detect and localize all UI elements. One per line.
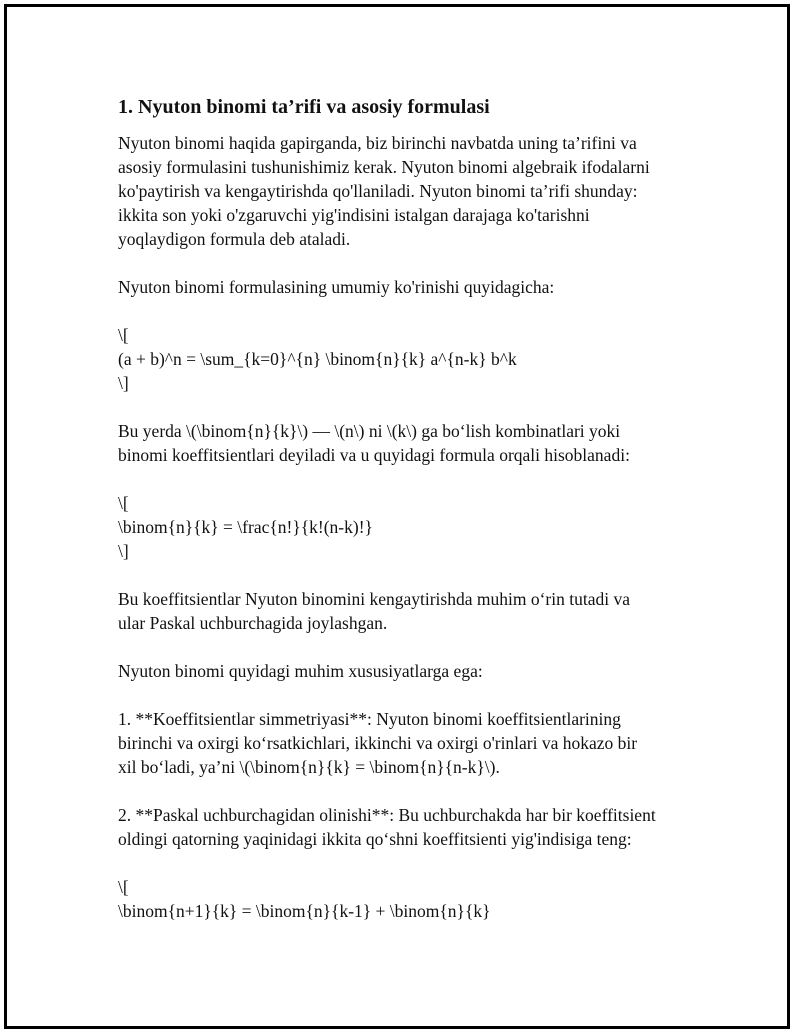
formula-binomial-coefficient [118, 491, 698, 563]
paragraph-pascal: Bu koeffitsientlar Nyuton binomini kengaytirishda muhim o‘rin tutadi va ular Paskal uchburchagida joylashgan. [118, 589, 630, 633]
document-body [118, 95, 698, 947]
formula-pascal-rule [118, 875, 698, 923]
formula-open-delimiter: \[ [118, 493, 129, 513]
paragraph-coefficients: Bu yerda \(\binom{n}{k}\) — \(n\) ni \(k\) ga bo‘lish kombinatlari yoki binomi koeffitsientlari deyiladi va u quyidagi formula orqali hisoblanadi: [118, 421, 630, 465]
paragraph-definition: Nyuton binomi haqida gapirganda, biz birinchi navbatda uning ta’rifini va asosiy formulasini tushunishimiz kerak. Nyuton binomi algebraik ifodalarni ko'paytirish va kengaytirishda qo'llaniladi. Nyuton binomi ta’rifi shunday: ikkita son yoki o'zgaruvchi yig'indisini istalgan darajaga ko'tarishni yoqlaydigon formula deb ataladi. [118, 133, 650, 249]
formula-body: \binom{n}{k} = \frac{n!}{k!(n-k)!} [118, 517, 373, 537]
paragraph-formula-intro: Nyuton binomi formulasining umumiy ko'rinishi quyidagicha: [118, 277, 555, 297]
formula-close-delimiter: \] [118, 541, 129, 561]
formula-open-delimiter: \[ [118, 325, 129, 345]
formula-body: (a + b)^n = \sum_{k=0}^{n} \binom{n}{k} a^{n-k} b^k [118, 349, 517, 369]
formula-open-delimiter: \[ [118, 877, 129, 897]
list-item-pascal-triangle: 2. **Paskal uchburchagidan olinishi**: Bu uchburchakda har bir koeffitsient oldingi qatorning yaqinidagi ikkita qo‘shni koeffitsienti yig'indisiga teng: [118, 805, 656, 849]
list-item-symmetry: 1. **Koeffitsientlar simmetriyasi**: Nyuton binomi koeffitsientlarining birinchi va oxirgi ko‘rsatkichlari, ikkinchi va oxirgi o'rinlari va hokazo bir xil bo‘ladi, ya’ni \(\binom{n}{k} = \binom{n}{n-k}\). [118, 709, 638, 777]
formula-body: \binom{n+1}{k} = \binom{n}{k-1} + \binom{n}{k} [118, 901, 491, 921]
formula-binomial-expansion [118, 323, 698, 395]
paragraph-properties-intro: Nyuton binomi quyidagi muhim xususiyatlarga ega: [118, 661, 483, 681]
section-heading: 1. Nyuton binomi ta’rifi va asosiy formulasi [118, 96, 490, 118]
formula-close-delimiter: \] [118, 373, 129, 393]
